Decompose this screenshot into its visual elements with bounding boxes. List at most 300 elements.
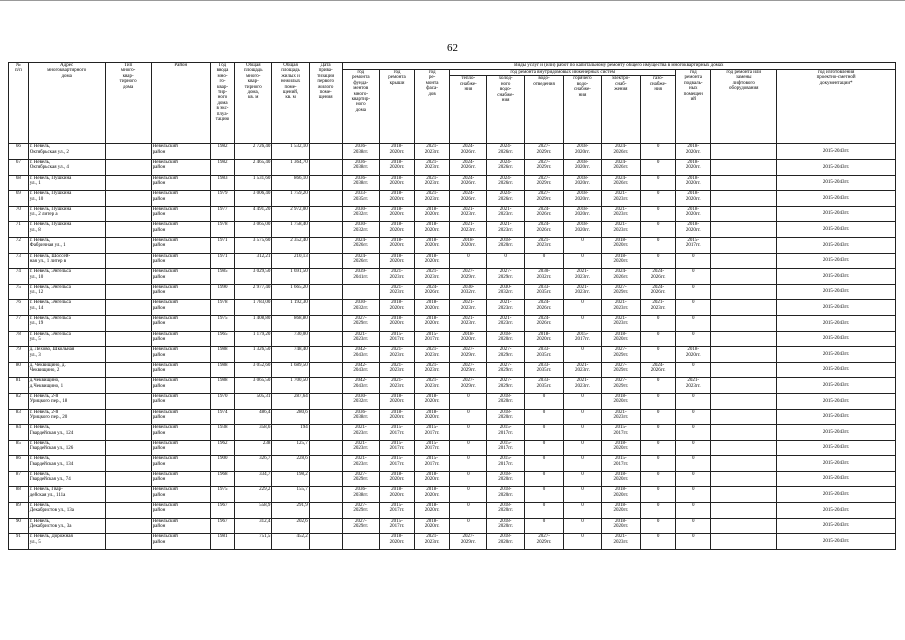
cell-gas-repair: 0 xyxy=(641,503,676,519)
cell-cold-water-repair: 2018- 2020гг. xyxy=(487,471,524,487)
table-row xyxy=(9,456,896,472)
header-num: № п/п xyxy=(9,63,29,144)
cell-residential-area: 280,6 xyxy=(272,409,309,425)
cell-hot-water-repair: 0 xyxy=(564,425,601,441)
cell-year-built: 1975 xyxy=(210,315,234,331)
cell-house-type xyxy=(105,160,151,176)
cell-basement-repair: 2021- 2023гг. xyxy=(676,378,711,394)
cell-house-type xyxy=(105,378,151,394)
cell-design-docs-year: 2015-2043гг. xyxy=(777,362,896,378)
cell-total-area: 358,6 xyxy=(235,425,272,441)
cell-design-docs-year: 2015-2043гг. xyxy=(777,269,896,285)
cell-electric-repair: 2021- 2023гг. xyxy=(601,206,641,222)
cell-foundation-repair xyxy=(342,534,379,550)
cell-privatization-date xyxy=(309,191,342,207)
header-privatization-date: Дата прива- тизации первого жилого поме- щения xyxy=(309,63,342,144)
table-row xyxy=(9,315,896,331)
table-row xyxy=(9,160,896,176)
cell-district: Невельский район xyxy=(151,315,210,331)
cell-hot-water-repair: 2018- 2020гг. xyxy=(564,222,601,238)
cell-cold-water-repair: 2030- 2032гг. xyxy=(487,284,524,300)
cell-sewer-repair: 0 xyxy=(524,471,564,487)
cell-hot-water-repair: 2021- 2023гг. xyxy=(564,269,601,285)
cell-total-area: 334,7 xyxy=(235,471,272,487)
cell-basement-repair: 0 xyxy=(676,393,711,409)
cell-roof-repair: 2018- 2020гг. xyxy=(379,237,414,253)
cell-hot-water-repair: 2018- 2020гг. xyxy=(564,144,601,160)
cell-row-num: 68 xyxy=(9,175,29,191)
cell-row-num: 69 xyxy=(9,191,29,207)
cell-design-docs-year: 2015-2043гг. xyxy=(777,440,896,456)
cell-cold-water-repair: 2024- 2026гг. xyxy=(487,191,524,207)
cell-gas-repair: 0 xyxy=(641,440,676,456)
cell-gas-repair: 0 xyxy=(641,144,676,160)
header-design-docs: год изготовления проектно-сметной документации* xyxy=(777,70,896,144)
cell-cold-water-repair: 2018- 2020гг. xyxy=(487,503,524,519)
cell-year-built: 1988 xyxy=(210,347,234,363)
cell-heat-supply-repair: 2018- 2020гг. xyxy=(450,237,487,253)
cell-roof-repair: 2015- 2017гг. xyxy=(379,440,414,456)
cell-row-num: 76 xyxy=(9,300,29,316)
cell-facade-repair: 2024- 2026гг. xyxy=(415,284,450,300)
cell-basement-repair: 2018- 2020гг. xyxy=(676,347,711,363)
cell-cold-water-repair: 2024- 2026гг. xyxy=(487,175,524,191)
cell-roof-repair: 2015- 2017гг. xyxy=(379,518,414,534)
cell-district: Невельский район xyxy=(151,144,210,160)
cell-year-built: 1971 xyxy=(210,253,234,269)
cell-elevator-repair xyxy=(711,300,777,316)
cell-row-num: 80 xyxy=(9,362,29,378)
cell-house-type xyxy=(105,315,151,331)
cell-elevator-repair xyxy=(711,534,777,550)
table-row xyxy=(9,191,896,207)
cell-row-num: 71 xyxy=(9,222,29,238)
cell-gas-repair: 0 xyxy=(641,409,676,425)
cell-heat-supply-repair: 2027- 2029гг. xyxy=(450,362,487,378)
cell-design-docs-year: 2015-2043гг. xyxy=(777,237,896,253)
cell-sewer-repair: 2033- 2035гг. xyxy=(524,347,564,363)
header-roof: год ремонта крыши xyxy=(379,70,414,144)
cell-house-type xyxy=(105,409,151,425)
cell-address: г. Невель, Энгельса ул., 19 xyxy=(28,315,105,331)
cell-sewer-repair: 2024- 2026гг. xyxy=(524,222,564,238)
cell-residential-area: 1 758,40 xyxy=(272,222,309,238)
cell-hot-water-repair: 0 xyxy=(564,503,601,519)
cell-cold-water-repair: 0 xyxy=(487,253,524,269)
cell-basement-repair: 0 xyxy=(676,315,711,331)
cell-address: г. Невель, Декабристов ул., 13а xyxy=(28,503,105,519)
cell-district: Невельский район xyxy=(151,300,210,316)
cell-foundation-repair: 2024- 2026гг. xyxy=(342,237,379,253)
cell-design-docs-year: 2015-2043гг. xyxy=(777,191,896,207)
cell-sewer-repair: 2027- 2029гг. xyxy=(524,534,564,550)
cell-roof-repair: 2018- 2020гг. xyxy=(379,393,414,409)
cell-sewer-repair: 0 xyxy=(524,409,564,425)
cell-elevator-repair xyxy=(711,393,777,409)
cell-total-area: 486,4 xyxy=(235,409,272,425)
cell-electric-repair: 2027- 2029гг. xyxy=(601,362,641,378)
cell-sewer-repair: 0 xyxy=(524,425,564,441)
header-basement: год ремонта подваль- ных помещен ий xyxy=(676,70,711,144)
cell-foundation-repair: 2039- 2041гг. xyxy=(342,269,379,285)
cell-house-type xyxy=(105,144,151,160)
cell-district: Невельский район xyxy=(151,160,210,176)
cell-total-area: 1 179,20 xyxy=(235,331,272,347)
cell-total-area: 312,4 xyxy=(235,518,272,534)
cell-total-area: 1 326,50 xyxy=(235,347,272,363)
cell-foundation-repair: 2036- 2038гг. xyxy=(342,175,379,191)
cell-facade-repair: 2021- 2023гг. xyxy=(415,347,450,363)
cell-hot-water-repair: 0 xyxy=(564,471,601,487)
cell-address: г. Невель, 2-й Урицкого пер., 20 xyxy=(28,409,105,425)
cell-foundation-repair: 2021- 2023гг. xyxy=(342,440,379,456)
cell-hot-water-repair: 2021- 2023гг. xyxy=(564,378,601,394)
cell-total-area: 1 783,00 xyxy=(235,300,272,316)
cell-sewer-repair: 2018- 2020гг. xyxy=(524,331,564,347)
cell-house-type xyxy=(105,284,151,300)
cell-row-num: 70 xyxy=(9,206,29,222)
cell-foundation-repair: 2030- 2032гг. xyxy=(342,222,379,238)
cell-privatization-date xyxy=(309,440,342,456)
cell-foundation-repair: 2027- 2029гг. xyxy=(342,503,379,519)
cell-hot-water-repair: 2018- 2020гг. xyxy=(564,160,601,176)
cell-foundation-repair xyxy=(342,284,379,300)
cell-foundation-repair: 2036- 2038гг. xyxy=(342,144,379,160)
cell-elevator-repair xyxy=(711,191,777,207)
cell-heat-supply-repair: 2030- 2032гг. xyxy=(450,284,487,300)
cell-total-area: 3 575,60 xyxy=(235,237,272,253)
cell-hot-water-repair: 0 xyxy=(564,253,601,269)
cell-row-num: 89 xyxy=(9,503,29,519)
cell-cold-water-repair: 2027- 2029гг. xyxy=(487,347,524,363)
cell-address: г. Невель, Пушкина ул., 2 литер а xyxy=(28,206,105,222)
cell-heat-supply-repair: 2021- 2023гг. xyxy=(450,300,487,316)
cell-house-type xyxy=(105,331,151,347)
table-row xyxy=(9,409,896,425)
cell-total-area: 4 491,20 xyxy=(235,206,272,222)
cell-electric-repair: 2027- 2029гг. xyxy=(601,284,641,300)
cell-year-built: 1968 xyxy=(210,471,234,487)
cell-district: Невельский район xyxy=(151,253,210,269)
header-cold-water: холод- ного водо- снабже- ния xyxy=(487,76,524,144)
cell-roof-repair: 2021- 2023гг. xyxy=(379,347,414,363)
cell-foundation-repair: 2030- 2032гг. xyxy=(342,300,379,316)
cell-gas-repair: 0 xyxy=(641,206,676,222)
cell-basement-repair: 0 xyxy=(676,534,711,550)
cell-foundation-repair: 2024- 2026гг. xyxy=(342,253,379,269)
cell-facade-repair: 2018- 2020гг. xyxy=(415,300,450,316)
cell-privatization-date xyxy=(309,425,342,441)
cell-gas-repair: 0 xyxy=(641,487,676,503)
cell-basement-repair: 2018- 2020гг. xyxy=(676,191,711,207)
cell-cold-water-repair: 2018- 2020гг. xyxy=(487,237,524,253)
header-total-area: Общая площадь много- квар- тирного дома, кв. м xyxy=(235,63,272,144)
cell-sewer-repair: 2033- 2035гг. xyxy=(524,378,564,394)
cell-residential-area: 228,6 xyxy=(272,456,309,472)
cell-basement-repair: 2018- 2020гг. xyxy=(676,222,711,238)
cell-hot-water-repair: 2021- 2023гг. xyxy=(564,362,601,378)
cell-address: г. Невель, Гвардейская ул., 124 xyxy=(28,425,105,441)
cell-district: Невельский район xyxy=(151,487,210,503)
cell-facade-repair: 2018- 2020гг. xyxy=(415,409,450,425)
cell-residential-area: 155,7 xyxy=(272,487,309,503)
cell-privatization-date xyxy=(309,284,342,300)
cell-cold-water-repair: 2015- 2017гг. xyxy=(487,440,524,456)
header-heat: тепло- снабже- ния xyxy=(450,76,487,144)
cell-roof-repair: 2018- 2020гг. xyxy=(379,144,414,160)
cell-electric-repair: 2024- 2026гг. xyxy=(601,160,641,176)
cell-district: Невельский район xyxy=(151,378,210,394)
cell-sewer-repair: 0 xyxy=(524,253,564,269)
cell-privatization-date xyxy=(309,253,342,269)
cell-design-docs-year: 2015-2043гг. xyxy=(777,425,896,441)
cell-row-num: 67 xyxy=(9,160,29,176)
cell-year-built: 1977 xyxy=(210,206,234,222)
cell-heat-supply-repair: 0 xyxy=(450,425,487,441)
cell-sewer-repair: 2030- 2032гг. xyxy=(524,269,564,285)
cell-house-type xyxy=(105,191,151,207)
cell-privatization-date xyxy=(309,160,342,176)
cell-elevator-repair xyxy=(711,269,777,285)
table-row xyxy=(9,518,896,534)
table-row xyxy=(9,331,896,347)
cell-year-built: 1938 xyxy=(210,425,234,441)
cell-residential-area: 2 972,00 xyxy=(272,206,309,222)
cell-total-area: 751,5 xyxy=(235,534,272,550)
cell-cold-water-repair: 2021- 2023гг. xyxy=(487,300,524,316)
cell-district: Невельский район xyxy=(151,284,210,300)
cell-row-num: 90 xyxy=(9,518,29,534)
cell-hot-water-repair: 0 xyxy=(564,440,601,456)
cell-heat-supply-repair: 0 xyxy=(450,518,487,534)
cell-address: г. Невель, Пушкина ул., 8 xyxy=(28,222,105,238)
cell-sewer-repair: 0 xyxy=(524,487,564,503)
cell-total-area: 3 006,40 xyxy=(235,191,272,207)
cell-heat-supply-repair: 2021- 2023гг. xyxy=(450,206,487,222)
cell-sewer-repair: 2024- 2026гг. xyxy=(524,206,564,222)
cell-electric-repair: 2027- 2029гг. xyxy=(601,347,641,363)
cell-heat-supply-repair: 0 xyxy=(450,393,487,409)
cell-roof-repair: 2018- 2020гг. xyxy=(379,471,414,487)
cell-facade-repair: 2018- 2020гг. xyxy=(415,393,450,409)
cell-privatization-date xyxy=(309,269,342,285)
cell-row-num: 66 xyxy=(9,144,29,160)
table-row xyxy=(9,253,896,269)
cell-cold-water-repair: 2021- 2023гг. xyxy=(487,206,524,222)
cell-district: Невельский район xyxy=(151,534,210,550)
cell-electric-repair: 2018- 2020гг. xyxy=(601,237,641,253)
cell-privatization-date xyxy=(309,362,342,378)
cell-year-built: 1985 xyxy=(210,269,234,285)
cell-basement-repair: 0 xyxy=(676,331,711,347)
cell-sewer-repair: 2024- 2026гг. xyxy=(524,300,564,316)
cell-roof-repair: 2018- 2020гг. xyxy=(379,409,414,425)
cell-year-built: 1990 xyxy=(210,284,234,300)
cell-sewer-repair: 2027- 2029гг. xyxy=(524,175,564,191)
cell-residential-area: 730,00 xyxy=(272,331,309,347)
cell-basement-repair: 0 xyxy=(676,300,711,316)
cell-hot-water-repair: 2021- 2023гг. xyxy=(564,284,601,300)
cell-heat-supply-repair: 2024- 2026гг. xyxy=(450,191,487,207)
cell-total-area: 2 977,40 xyxy=(235,284,272,300)
table-row xyxy=(9,378,896,394)
cell-hot-water-repair: 0 xyxy=(564,237,601,253)
cell-heat-supply-repair: 2027- 2029гг. xyxy=(450,347,487,363)
cell-row-num: 85 xyxy=(9,440,29,456)
cell-row-num: 88 xyxy=(9,487,29,503)
cell-total-area: 229,2 xyxy=(235,487,272,503)
cell-foundation-repair: 2036- 2038гг. xyxy=(342,409,379,425)
cell-address: г. Невель, Энгельса ул., 12 xyxy=(28,284,105,300)
header-gas: газо- снабже- ния xyxy=(641,76,676,144)
cell-design-docs-year: 2015-2043гг. xyxy=(777,518,896,534)
cell-district: Невельский район xyxy=(151,206,210,222)
cell-electric-repair: 2018- 2020гг. xyxy=(601,253,641,269)
cell-roof-repair: 2018- 2020гг. xyxy=(379,191,414,207)
cell-elevator-repair xyxy=(711,487,777,503)
cell-electric-repair: 2021- 2023гг. xyxy=(601,222,641,238)
cell-total-area: 3 052,60 xyxy=(235,362,272,378)
cell-basement-repair: 0 xyxy=(676,269,711,285)
cell-facade-repair: 2021- 2023гг. xyxy=(415,362,450,378)
cell-facade-repair: 2021- 2023гг. xyxy=(415,269,450,285)
cell-district: Невельский район xyxy=(151,269,210,285)
cell-electric-repair: 2018- 2020гг. xyxy=(601,393,641,409)
cell-house-type xyxy=(105,237,151,253)
cell-cold-water-repair: 2021- 2023гг. xyxy=(487,315,524,331)
cell-year-built: 1979 xyxy=(210,191,234,207)
cell-basement-repair: 2018- 2020гг. xyxy=(676,175,711,191)
cell-residential-area: 868,80 xyxy=(272,315,309,331)
cell-row-num: 84 xyxy=(9,425,29,441)
cell-privatization-date xyxy=(309,144,342,160)
cell-roof-repair: 2021- 2023гг. xyxy=(379,269,414,285)
cell-privatization-date xyxy=(309,393,342,409)
repair-schedule-table xyxy=(8,62,896,550)
cell-hot-water-repair: 0 xyxy=(564,487,601,503)
cell-address: г. Невель, Дорожная ул., 5 xyxy=(28,534,105,550)
cell-sewer-repair: 0 xyxy=(524,518,564,534)
cell-total-area: 312,21 xyxy=(235,253,272,269)
table-row xyxy=(9,503,896,519)
cell-facade-repair: 2018- 2020гг. xyxy=(415,471,450,487)
cell-district: Невельский район xyxy=(151,503,210,519)
cell-electric-repair: 2024- 2026гг. xyxy=(601,175,641,191)
cell-design-docs-year: 2015-2043гг. xyxy=(777,393,896,409)
cell-heat-supply-repair: 2027- 2029гг. xyxy=(450,378,487,394)
cell-cold-water-repair: 2018- 2020гг. xyxy=(487,534,524,550)
cell-roof-repair: 2018- 2020гг. xyxy=(379,300,414,316)
cell-sewer-repair: 2027- 2029гг. xyxy=(524,144,564,160)
cell-hot-water-repair: 2018- 2020гг. xyxy=(564,206,601,222)
cell-gas-repair: 2024- 2026гг. xyxy=(641,284,676,300)
cell-cold-water-repair: 2027- 2029гг. xyxy=(487,362,524,378)
cell-year-built: 1975 xyxy=(210,487,234,503)
cell-electric-repair: 2018- 2020гг. xyxy=(601,440,641,456)
cell-row-num: 87 xyxy=(9,471,29,487)
cell-facade-repair: 2021- 2023гг. xyxy=(415,191,450,207)
cell-district: Невельский район xyxy=(151,471,210,487)
cell-gas-repair: 0 xyxy=(641,518,676,534)
cell-address: г. Невель, Энгельса ул., 5 xyxy=(28,331,105,347)
cell-gas-repair: 0 xyxy=(641,160,676,176)
header-address: Адрес многоквартирного дома xyxy=(28,63,105,144)
cell-privatization-date xyxy=(309,237,342,253)
cell-year-built: 1962 xyxy=(210,440,234,456)
cell-facade-repair: 2018- 2020гг. xyxy=(415,237,450,253)
cell-privatization-date xyxy=(309,456,342,472)
cell-roof-repair: 2018- 2020гг. xyxy=(379,487,414,503)
cell-house-type xyxy=(105,222,151,238)
cell-foundation-repair: 2021- 2023гг. xyxy=(342,331,379,347)
table-body xyxy=(9,144,896,549)
cell-total-area: 2 726,40 xyxy=(235,144,272,160)
cell-design-docs-year: 2015-2043гг. xyxy=(777,144,896,160)
cell-facade-repair: 2021- 2023гг. xyxy=(415,378,450,394)
cell-privatization-date xyxy=(309,315,342,331)
cell-roof-repair: 2015- 2017гг. xyxy=(379,425,414,441)
cell-address: г. Невель, Пушкина ул., 1 xyxy=(28,175,105,191)
cell-foundation-repair: 2021- 2023гг. xyxy=(342,456,379,472)
cell-gas-repair: 0 xyxy=(641,253,676,269)
cell-address: г. Невель, Октябрьская ул., 2 xyxy=(28,144,105,160)
cell-cold-water-repair: 2015- 2017гг. xyxy=(487,425,524,441)
cell-facade-repair: 2018- 2020гг. xyxy=(415,222,450,238)
cell-heat-supply-repair: 0 xyxy=(450,409,487,425)
cell-residential-area: 1 689,50 xyxy=(272,362,309,378)
cell-cold-water-repair: 2027- 2029гг. xyxy=(487,378,524,394)
cell-district: Невельский район xyxy=(151,425,210,441)
cell-foundation-repair: 2030- 2032гг. xyxy=(342,206,379,222)
cell-address: д.Чеквищино, д.Чеквищино, 1 xyxy=(28,378,105,394)
cell-basement-repair: 0 xyxy=(676,425,711,441)
cell-row-num: 74 xyxy=(9,269,29,285)
cell-gas-repair: 0 xyxy=(641,534,676,550)
cell-hot-water-repair: 0 xyxy=(564,409,601,425)
cell-elevator-repair xyxy=(711,331,777,347)
cell-district: Невельский район xyxy=(151,409,210,425)
scan-edge-line xyxy=(0,0,905,1)
cell-hot-water-repair: 0 xyxy=(564,456,601,472)
cell-total-area: 238 xyxy=(235,440,272,456)
cell-district: Невельский район xyxy=(151,237,210,253)
cell-house-type xyxy=(105,503,151,519)
cell-foundation-repair: 2027- 2029гг. xyxy=(342,518,379,534)
cell-gas-repair: 0 xyxy=(641,347,676,363)
cell-house-type xyxy=(105,300,151,316)
cell-year-built: 1983 xyxy=(210,175,234,191)
cell-year-built: 1982 xyxy=(210,144,234,160)
cell-facade-repair: 2015- 2017гг. xyxy=(415,425,450,441)
cell-gas-repair: 0 xyxy=(641,425,676,441)
cell-address: г. Невель, Энгельса ул., 14 xyxy=(28,300,105,316)
cell-facade-repair: 2018- 2020гг. xyxy=(415,503,450,519)
cell-address: г. Невель, Декабристов ул., 3а xyxy=(28,518,105,534)
cell-cold-water-repair: 2018- 2020гг. xyxy=(487,331,524,347)
cell-residential-area: 1 192,30 xyxy=(272,300,309,316)
cell-roof-repair: 2018- 2020гг. xyxy=(379,222,414,238)
cell-foundation-repair: 2030- 2032гг. xyxy=(342,393,379,409)
cell-year-built: 1982 xyxy=(210,160,234,176)
cell-heat-supply-repair: 0 xyxy=(450,440,487,456)
cell-facade-repair: 2018- 2020гг. xyxy=(415,253,450,269)
cell-facade-repair: 2018- 2020гг. xyxy=(415,206,450,222)
cell-residential-area: 1 691,50 xyxy=(272,269,309,285)
cell-hot-water-repair: 0 xyxy=(564,393,601,409)
cell-residential-area: 210,13 xyxy=(272,253,309,269)
cell-facade-repair: 2015- 2017гг. xyxy=(415,456,450,472)
cell-basement-repair: 0 xyxy=(676,284,711,300)
